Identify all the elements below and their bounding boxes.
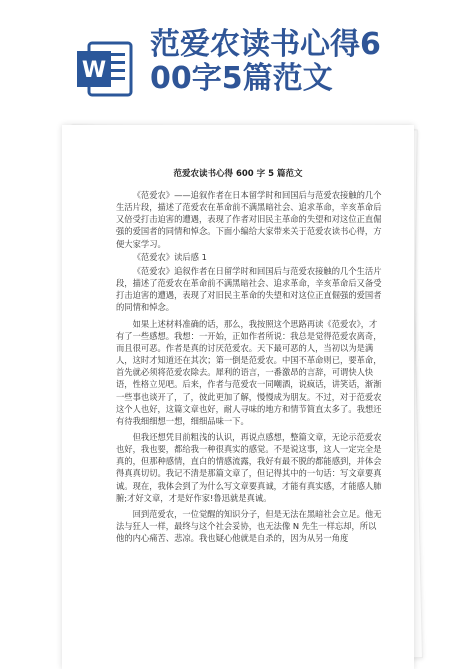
paragraph-intro: 《范爱农》——追叙作者在日本留学时和回国后与范爱农接触的几个生活片段，描述了范爱农在革命前不满黑暗社会、追求革命，辛亥革命后又倍受打击迫害的遭遇，表现了作者对旧民主革命的失望和对这位正直倔强的爱国者的同情和悼念。下面小编给大家带来关于范爱农读书心得，方便大家学习。 bbox=[116, 190, 382, 249]
document-title: 范爱农读书心得 600 字 5 篇范文 bbox=[173, 169, 303, 179]
page-title bbox=[150, 28, 450, 96]
paragraph-reflection-3: 回到范爱农，一位觉醒的知识分子，但是无法在黑暗社会立足。他无法与狂人一样，最终与这个社会妥协，也无法像 N 先生一样忘却，所以他的内心痛苦、悲凉。我也疑心他就是自杀的，因为从另一角度 bbox=[116, 508, 382, 544]
paragraph-reflection-1: 如果上述材料准确的话，那么，我按照这个思路再读《范爱农》，才有了一些感想。我想：一开始，正如作者所说：我总是觉得范爱农离奇，而且很可恶。作者是真的讨厌范爱农。天下最可恶的人，当初以为是满人，这时才知道还在其次；第一倒是范爱农。中国不革命则已，要革命，首先就必须将范爱农除去。犀利的语言，一番激昂的言辞，可谓快人快语，性格立见吧。后来，作者与范爱农一同嘲酒，说疯话，讲笑话，渐渐一些事也谈开了，了，彼此更加了解，慢慢成为朋友。不过，对于范爱农这个人也好，这篇文章也好，耐人寻味的地方和情节简直太多了。我想还有待我细细想一想，细细品味一下。 bbox=[116, 318, 382, 426]
page-title-line-1: 范爱农读书心得6 bbox=[150, 27, 381, 62]
paragraph-reflection-2: 但我还想凭目前粗浅的认识，再说点感想，整篇文章，无论示范爱农也好，我也要，都给我一种很真实的感觉。不是说这事，这人一定完全是真的，但那种感情，直白的情感流露，我好有最不脱的都能感到，并体会得真真切切。我记不清是那篇文章了，但记得其中的一句话：写文章要真诚。现在，我体会到了为什么写文章要真诚，才能有真实感，才能感人肺腑;才好文章，才是好作家!鲁迅就是真诚。 bbox=[116, 431, 382, 503]
document-page bbox=[62, 125, 414, 669]
word-icon-letter: W bbox=[81, 58, 107, 83]
header-banner bbox=[0, 0, 474, 118]
word-document-icon bbox=[73, 37, 137, 101]
page-title-line-2: 00字5篇范文 bbox=[150, 61, 333, 96]
section-heading: 《范爱农》读后感 1 bbox=[132, 251, 207, 262]
document-body bbox=[116, 189, 382, 544]
paragraph-summary: 《范爱农》追叙作者在日留学时和回国后与范爱农接触的几个生活片段，描述了范爱农在革命前不满黑暗社会、追求革命，辛亥革命后又备受打击迫害的遭遇，表现了对旧民主革命的失望和对这位正直倔强的爱国者的同情和悼念。 bbox=[116, 265, 382, 313]
